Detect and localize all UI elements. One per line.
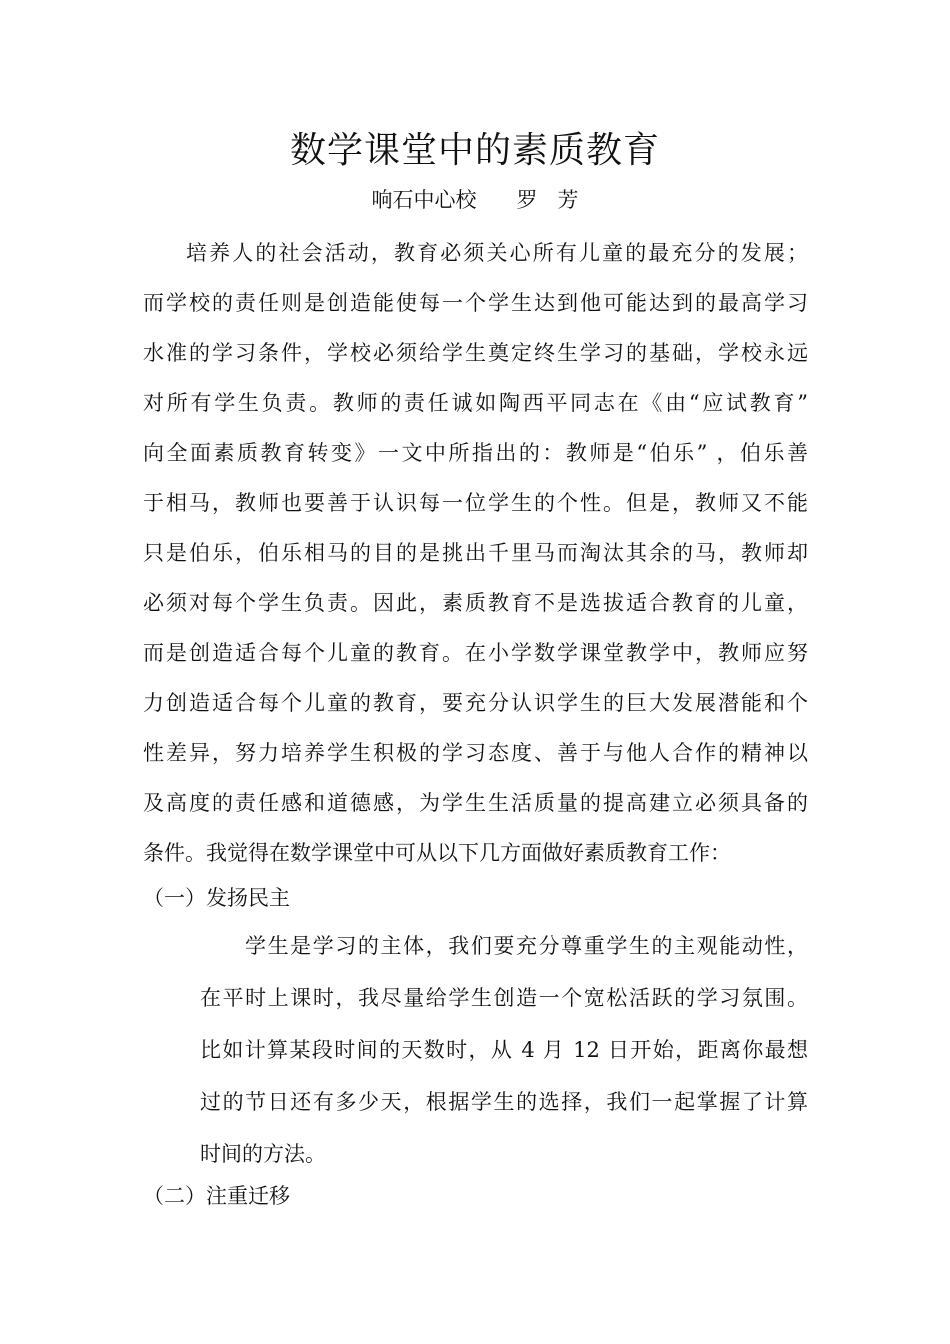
paragraph-line: 学生是学习的主体，我们要充分尊重学生的主观能动性， (245, 934, 808, 958)
document-title: 数学课堂中的素质教育 (289, 130, 660, 171)
paragraph-line: 对所有学生负责。教师的责任诚如陶西平同志在《由“应试教育” (143, 391, 808, 415)
paragraph-line: 及高度的责任感和道德感，为学生生活质量的提高建立必须具备的 (143, 791, 808, 815)
paragraph-line: 而学校的责任则是创造能使每一个学生达到他可能达到的最高学习 (143, 291, 808, 315)
paragraph-line: 过的节日还有多少天，根据学生的选择，我们一起掌握了计算 (200, 1090, 808, 1114)
paragraph-line: 只是伯乐，伯乐相马的目的是挑出千里马而淘汰其余的马，教师却 (143, 541, 808, 565)
paragraph-line: 力创造适合每个儿童的教育，要充分认识学生的巨大发展潜能和个 (143, 691, 808, 715)
paragraph-line: 时间的方法。 (200, 1142, 326, 1166)
paragraph-line: 向全面素质教育转变》一文中所指出的：教师是“伯乐” ，伯乐善 (143, 441, 808, 465)
paragraph-line: 条件。我觉得在数学课堂中可从以下几方面做好素质教育工作： (143, 841, 731, 865)
paragraph-line: 于相马，教师也要善于认识每一位学生的个性。但是，教师又不能 (143, 491, 808, 515)
author-byline: 响石中心校 罗 芳 (371, 188, 579, 212)
paragraph-line: 培养人的社会活动，教育必须关心所有儿童的最充分的发展； (186, 241, 808, 265)
section-1-paragraph (200, 920, 808, 1180)
paragraph-line: 性差异，努力培养学生积极的学习态度、善于与他人合作的精神以 (143, 741, 808, 765)
paragraph-line: 必须对每个学生负责。因此，素质教育不是选拔适合教育的儿童， (143, 591, 808, 615)
paragraph-line: 比如计算某段时间的天数时，从 4 月 12 日开始，距离你最想 (200, 1038, 808, 1062)
paragraph-line: 水准的学习条件，学校必须给学生奠定终生学习的基础，学校永远 (143, 341, 808, 365)
section-heading-1: （一）发扬民主 (143, 886, 290, 910)
section-heading-2: （二）注重迁移 (143, 1184, 290, 1208)
intro-paragraph (143, 228, 808, 878)
paragraph-line: 在平时上课时，我尽量给学生创造一个宽松活跃的学习氛围。 (200, 986, 808, 1010)
paragraph-line: 而是创造适合每个儿童的教育。在小学数学课堂教学中，教师应努 (143, 641, 808, 665)
